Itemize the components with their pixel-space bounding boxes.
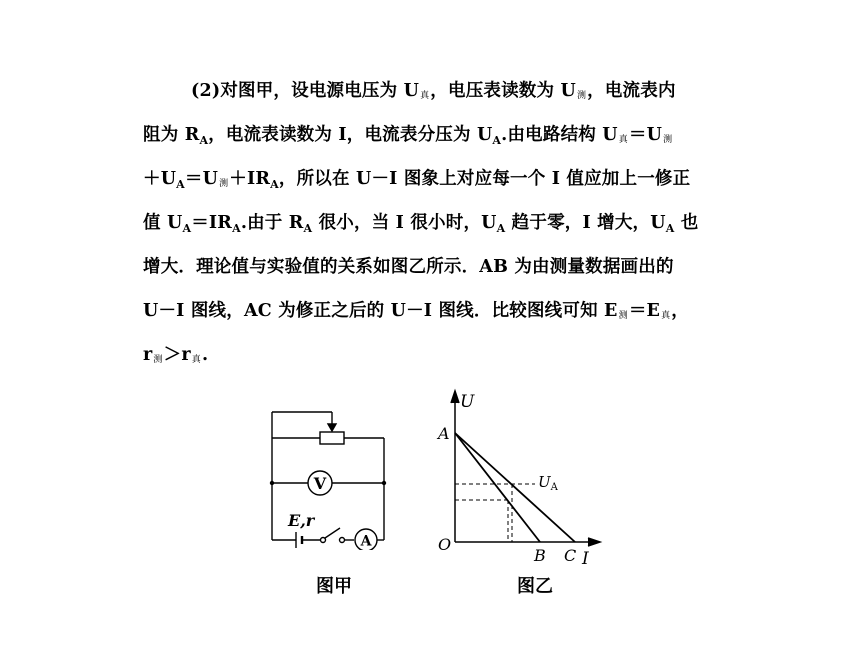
rheostat-icon (320, 432, 344, 444)
subscript: A (303, 222, 313, 235)
voltmeter-label: V (313, 474, 327, 493)
subscript: A (492, 134, 502, 147)
text-run: 很小，当 I 很小时，U (312, 213, 497, 233)
text-run: ＋IR (229, 169, 271, 189)
text-run: ，电压表读数为 U (430, 81, 576, 101)
text-run: r (143, 345, 153, 365)
point-a-label: A (438, 424, 450, 443)
switch-contact-right (340, 538, 345, 543)
subscript: A (182, 222, 192, 235)
line-ab (455, 433, 540, 542)
ua-label-sub: A (550, 482, 558, 493)
subscript: A (665, 222, 675, 235)
switch-lever (325, 528, 340, 538)
figure1-caption: 图甲 (316, 576, 352, 597)
subscript: A (496, 222, 506, 235)
subscript: 真 (420, 91, 430, 101)
subscript: A (199, 134, 209, 147)
text-run: ＝U (184, 169, 219, 189)
ui-graph (430, 385, 620, 575)
text-run: .由电路结构 U (501, 125, 618, 145)
source-label: E,r (288, 511, 315, 530)
text-run: 阻为 R (143, 125, 200, 145)
text-run: ，所以在 U－I 图象上对应每一个 I 值应加上一修正 (278, 169, 691, 189)
text-run: . (201, 345, 209, 365)
i-axis-arrow-icon (588, 538, 600, 546)
u-axis-label: U (460, 392, 475, 412)
text-line-1 (143, 71, 728, 115)
text-run: U－I 图线，AC 为修正之后的 U－I 图线．比较图线可知 E (143, 301, 618, 321)
subscript: A (232, 222, 241, 235)
explanation-paragraph (143, 71, 728, 379)
text-run: ， (671, 301, 689, 321)
text-run: ＝E (628, 301, 661, 321)
text-run: 也 (674, 213, 699, 233)
text-run: 增大．理论值与实验值的关系如图乙所示．AB 为由测量数据画出的 (143, 257, 674, 277)
text-line-6 (143, 291, 728, 335)
text-run: (2)对图甲，设电源电压为 U (191, 81, 420, 101)
subscript: 测 (663, 135, 673, 145)
point-b-label: B (534, 546, 546, 565)
text-line-2 (143, 115, 728, 159)
subscript: 真 (191, 355, 201, 365)
subscript: 真 (618, 135, 628, 145)
text-run: .由于 R (240, 213, 304, 233)
text-run: ＋U (143, 169, 177, 189)
text-run: ＝IR (191, 213, 233, 233)
text-line-5 (143, 247, 728, 291)
subscript: 测 (576, 91, 587, 101)
subscript: A (176, 178, 185, 191)
u-axis-arrow-icon (451, 391, 459, 403)
subscript: 测 (618, 311, 628, 321)
ua-label (538, 473, 559, 493)
text-run: ，电流表内 (587, 81, 676, 101)
text-run: ，电流表读数为 I，电流表分压为 U (208, 125, 493, 145)
circuit-diagram (262, 400, 402, 550)
junction-dot-left (270, 481, 274, 485)
ammeter-label: A (360, 533, 372, 550)
text-run: 趋于零，I 增大，U (505, 213, 666, 233)
text-line-4 (143, 203, 728, 247)
text-line-3 (143, 159, 728, 203)
subscript: 测 (219, 179, 229, 189)
slider-arrow-icon (328, 424, 336, 431)
text-run: ＝U (628, 125, 663, 145)
ua-label-main: U (538, 473, 551, 491)
point-c-label: C (564, 546, 577, 565)
figure2-caption: 图乙 (517, 576, 553, 597)
junction-dot-right (382, 481, 386, 485)
switch-contact-left (321, 538, 326, 543)
subscript: A (270, 178, 279, 191)
origin-label: O (438, 535, 452, 554)
subscript: 真 (661, 311, 671, 321)
subscript: 测 (153, 355, 163, 365)
i-axis-label: I (582, 549, 589, 569)
text-run: 值 U (143, 213, 183, 233)
text-run: ＞r (163, 345, 191, 365)
text-line-7 (143, 335, 728, 379)
